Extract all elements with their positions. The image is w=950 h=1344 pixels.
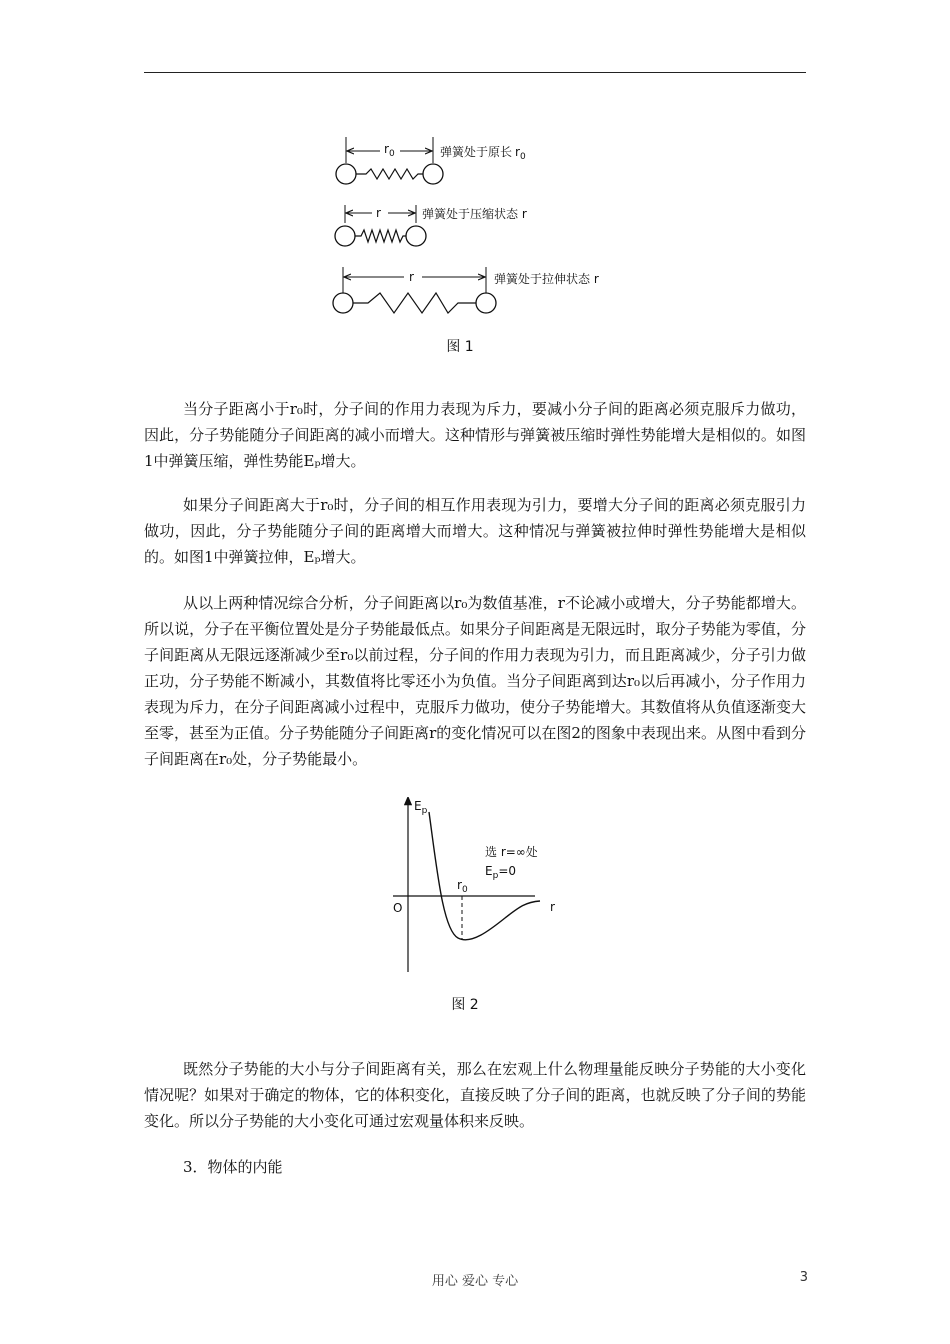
note-reference-line1: 选 r=∞处 [485, 845, 538, 859]
stretched-state-label: 弹簧处于拉伸状态 r [494, 272, 599, 286]
note-reference-line2: $E_p=0$ [485, 864, 517, 881]
footer-motto: 用心 爱心 专心 [431, 1274, 519, 1289]
figure-2-caption: 图 2 [451, 997, 479, 1013]
figure-1-caption: 图 1 [446, 339, 474, 355]
paragraph-macroscopic: 既然分子势能的大小与分子间距离有关，那么在宏观上什么物理量能反映分子势能的大小变化情况呢？如果对于确定的物体，它的体积变化，直接反映了分子间的距离，也就反映了分子间的势能变化。所以分子势能的大小变化可通过宏观量体积来反映。 [144, 1060, 806, 1130]
spring-row-compressed [335, 205, 527, 246]
ball-left [335, 226, 355, 246]
spring-stretched [353, 293, 476, 313]
ball-right [423, 164, 443, 184]
r0-label: $r_0$ [457, 878, 468, 895]
springs-diagram [320, 125, 640, 325]
natural-state-label: 弹簧处于原长 $r_0$ [440, 145, 526, 162]
ball-right [406, 226, 426, 246]
figure-2-potential-curve [385, 790, 575, 980]
spring-row-stretched [333, 267, 599, 313]
paragraph-analysis: 从以上两种情况综合分析，分子间距离以r₀为数值基准，r不论减小或增大，分子势能都增大。所以说，分子在平衡位置处是分子势能最低点。如果分子间距离是无限远时，取分子势能为零值，分子间距离从无限远逐渐减少至r₀以前过程，分子间的作用力表现为引力，而且距离减少，分子引力做正功，分子势能不断减小，其数值将比零还小为负值。当分子间距离到达r₀以后再减小，分子作用力表现为斥力，在分子间距离减小过程中，克服斥力做功，使分子势能增大。其数值将从负值逐渐变大至零，甚至为正值。分子势能随分子间距离r的变化情况可以在图2的图象中表现出来。从图中看到分子间距离在r₀处，分子势能最小。 [144, 594, 806, 768]
potential-energy-graph [385, 790, 575, 980]
spring-natural [356, 169, 423, 179]
header-rule [144, 72, 806, 73]
ball-left [336, 164, 356, 184]
x-axis-label: r [550, 900, 555, 914]
spring-row-natural [336, 137, 526, 184]
page-number: 3 [799, 1270, 808, 1285]
paragraph-attraction: 如果分子间距离大于r₀时，分子间的相互作用表现为引力，要增大分子间的距离必须克服引力做功，因此，分子势能随分子间的距离增大而增大。这种情况与弹簧被拉伸时弹性势能增大是相似的。如图1中弹簧拉伸，Eₚ增大。 [144, 496, 806, 566]
r-compressed-dim-label: r [376, 206, 381, 220]
compressed-state-label: 弹簧处于压缩状态 r [422, 207, 527, 221]
spring-compressed [355, 230, 406, 242]
r-stretched-dim-label: r [409, 270, 414, 284]
y-axis-label: $E_p$ [414, 799, 428, 816]
paragraph-repulsion: 当分子距离小于r₀时，分子间的作用力表现为斥力，要减小分子间的距离必须克服斥力做功，因此，分子势能随分子间距离的减小而增大。这种情形与弹簧被压缩时弹性势能增大是相似的。如图1中弹簧压缩，弹性势能Eₚ增大。 [144, 400, 806, 470]
section-heading-internal-energy: 3．物体的内能 [183, 1158, 283, 1176]
figure-1-springs [320, 125, 640, 325]
ball-right [476, 293, 496, 313]
origin-label: O [393, 901, 403, 915]
ball-left [333, 293, 353, 313]
r0-dim-label: $r_0$ [384, 142, 395, 159]
